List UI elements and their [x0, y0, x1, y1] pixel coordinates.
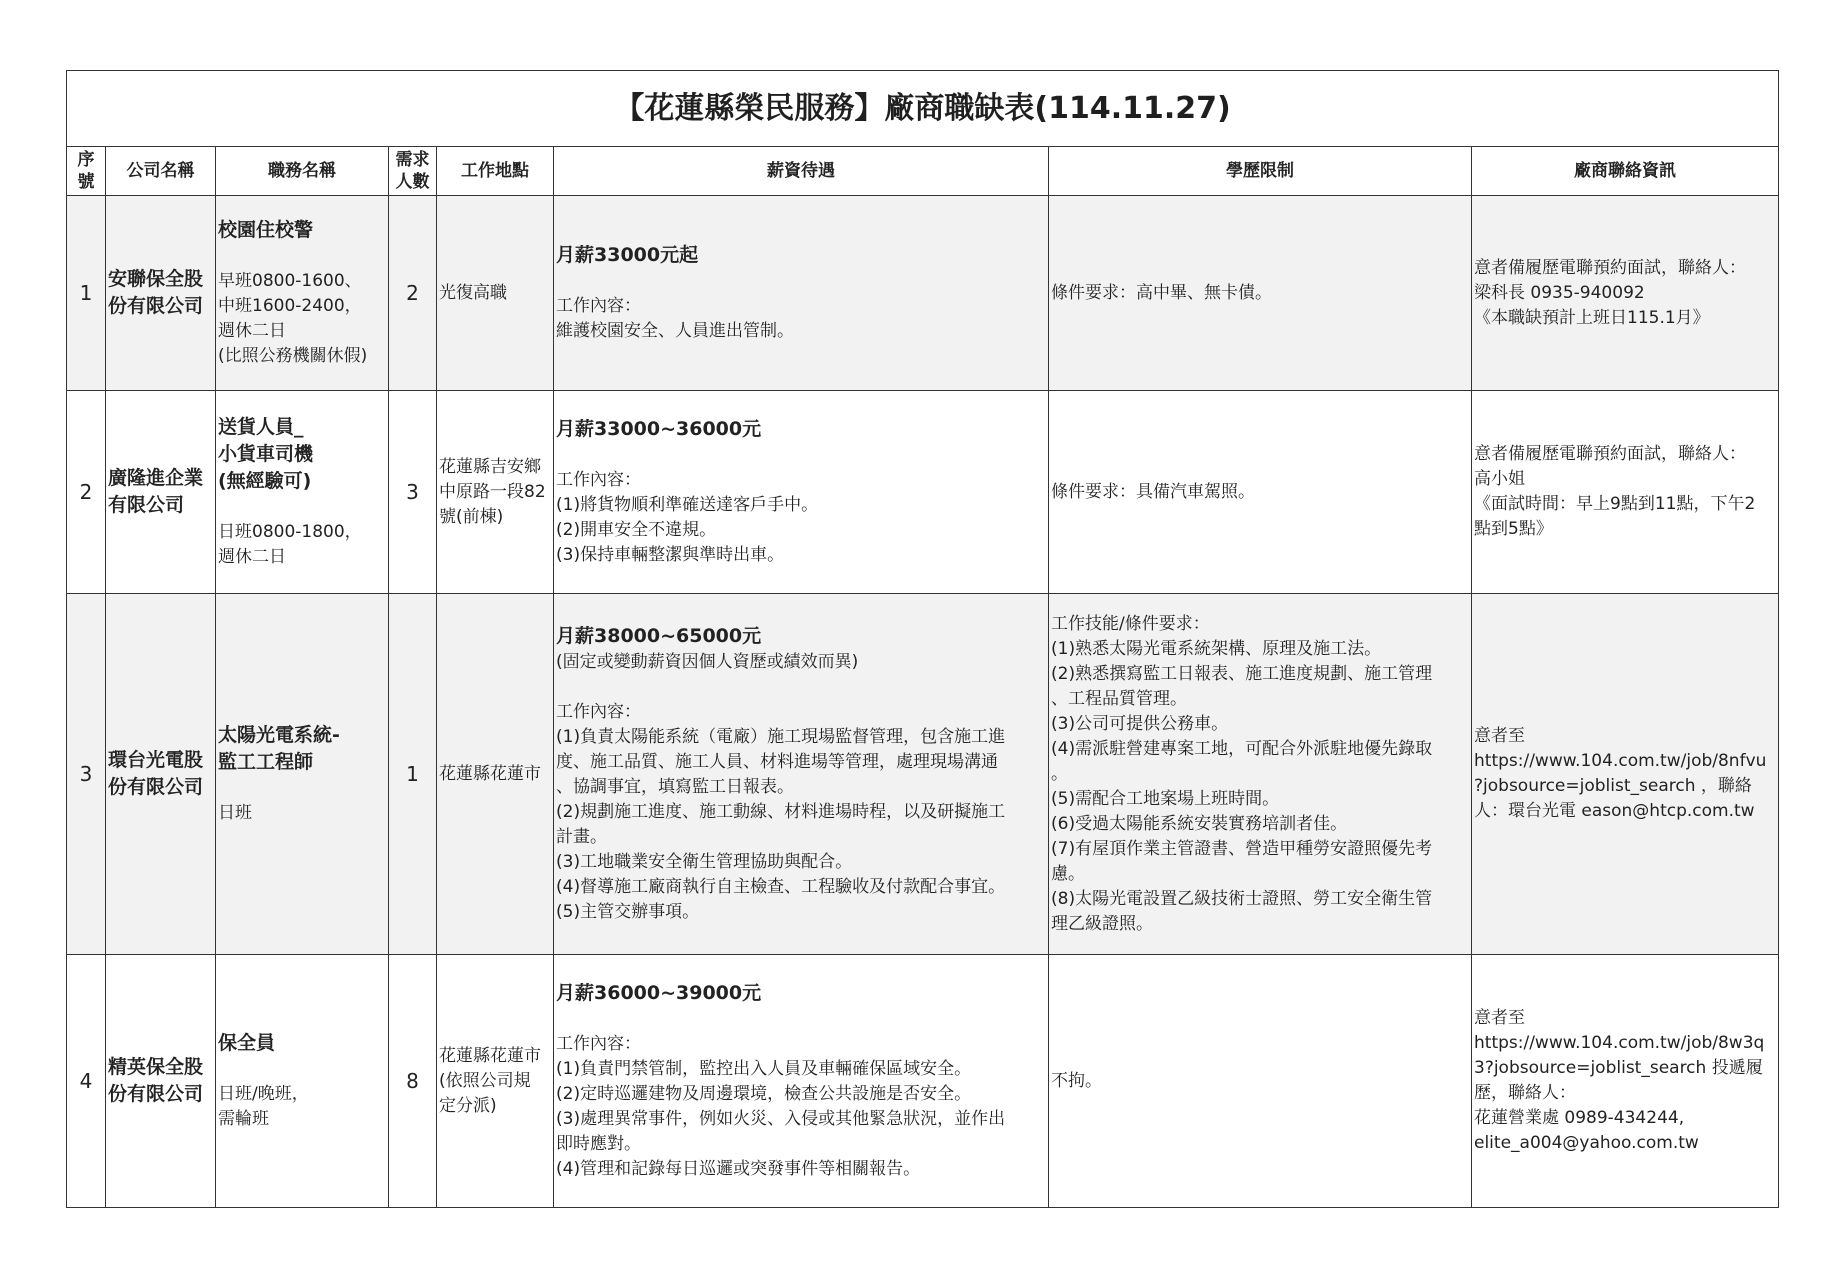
- row-salary: 月薪36000~39000元 工作內容： (1)負責門禁管制，監控出入人員及車輛確保區域安全。 (2)定時巡邏建物及周邊環境，檢查公共設施是否安全。 (3)處理異常事件，例如火災、入侵或其他緊急狀況，並作出 即時應對。 (4)管理和記錄每日巡邏或突發事件等相關報告。: [554, 955, 1049, 1208]
- row-seq: 3: [67, 594, 106, 955]
- row-job: 校園住校警 早班0800-1600、 中班1600-2400， 週休二日 (比照公務機關休假): [216, 196, 389, 391]
- row-contact: 意者至 https://www.104.com.tw/job/8w3q 3?jobsource=joblist_search 投遞履 歷，聯絡人： 花蓮營業處 0989-434244, elite_a004@yahoo.com.tw: [1472, 955, 1779, 1208]
- row-location: 花蓮縣花蓮市 (依照公司規 定分派): [437, 955, 554, 1208]
- row-contact: 意者備履歷電聯預約面試，聯絡人： 梁科長 0935-940092 《本職缺預計上班日115.1月》: [1472, 196, 1779, 391]
- title-rest: 廠商職缺表(114.11.27): [884, 90, 1231, 126]
- table-row: [67, 196, 1779, 391]
- row-count: 3: [389, 391, 437, 594]
- title-org: 花蓮縣榮民服務: [644, 90, 855, 126]
- title-right-bracket: 】: [854, 90, 885, 126]
- job-title: 保全員: [218, 1032, 276, 1054]
- salary-main: 月薪36000~39000元: [556, 982, 762, 1004]
- row-education: 不拘。: [1049, 955, 1472, 1208]
- table-title: [67, 71, 1779, 147]
- row-company: 廣隆進企業 有限公司: [106, 391, 216, 594]
- row-salary: 月薪38000~65000元 (固定或變動薪資因個人資歷或績效而異) 工作內容： (1)負責太陽能系統（電廠）施工現場監督管理，包含施工進 度、施工品質、施工人員、材料進場等管理，處理現場溝通 、協調事宜，填寫監工日報表。 (2)規劃施工進度、施工動線、材料進場時程，以及研擬施工 計畫。 (3)工地職業安全衛生管理協助與配合。 (4)督導施工廠商執行自主檢查、工程驗收及付款配合事宜。 (5)主管交辦事項。: [554, 594, 1049, 955]
- salary-main: 月薪38000~65000元: [556, 625, 762, 647]
- row-company: 安聯保全股 份有限公司: [106, 196, 216, 391]
- row-count: 2: [389, 196, 437, 391]
- row-job: 太陽光電系統- 監工工程師 日班: [216, 594, 389, 955]
- job-vacancy-table: [66, 70, 1779, 1208]
- job-link: https://www.104.com.tw/job/8nfvu: [1474, 751, 1767, 771]
- row-contact: 意者至 https://www.104.com.tw/job/8nfvu ?jobsource=joblist_search ，聯絡 人：環台光電 eason@htcp.com.tw: [1472, 594, 1779, 955]
- header-seq: 序 號: [67, 147, 106, 196]
- row-job: 保全員 日班/晚班， 需輪班: [216, 955, 389, 1208]
- table-row: [67, 594, 1779, 955]
- job-title: 校園住校警: [218, 219, 314, 241]
- row-contact: 意者備履歷電聯預約面試，聯絡人： 高小姐 《面試時間：早上9點到11點，下午2 點到5點》: [1472, 391, 1779, 594]
- row-job: 送貨人員_ 小貨車司機 (無經驗可) 日班0800-1800， 週休二日: [216, 391, 389, 594]
- row-company: 精英保全股 份有限公司: [106, 955, 216, 1208]
- table-row: [67, 391, 1779, 594]
- row-location: 光復高職: [437, 196, 554, 391]
- row-salary: 月薪33000元起 工作內容： 維護校園安全、人員進出管制。: [554, 196, 1049, 391]
- row-education: 條件要求：具備汽車駕照。: [1049, 391, 1472, 594]
- row-seq: 4: [67, 955, 106, 1208]
- row-count: 1: [389, 594, 437, 955]
- salary-main: 月薪33000~36000元: [556, 418, 762, 440]
- header-location: 工作地點: [437, 147, 554, 196]
- header-salary: 薪資待遇: [554, 147, 1049, 196]
- row-education: 工作技能/條件要求： (1)熟悉太陽光電系統架構、原理及施工法。 (2)熟悉撰寫監工日報表、施工進度規劃、施工管理 、工程品質管理。 (3)公司可提供公務車。 (4)需派駐營建專案工地，可配合外派駐地優先錄取 。 (5)需配合工地案場上班時間。 (6)受過太陽能系統安裝實務培訓者佳。 (7)有屋頂作業主管證書、營造甲種勞安證照優先考 慮。 (8)太陽光電設置乙級技術士證照、勞工安全衛生管 理乙級證照。: [1049, 594, 1472, 955]
- header-education: 學歷限制: [1049, 147, 1472, 196]
- header-count: 需求 人數: [389, 147, 437, 196]
- salary-note: (固定或變動薪資因個人資歷或績效而異): [556, 652, 859, 672]
- header-contact: 廠商聯絡資訊: [1472, 147, 1779, 196]
- row-seq: 1: [67, 196, 106, 391]
- row-location: 花蓮縣吉安鄉 中原路一段82 號(前棟): [437, 391, 554, 594]
- title-row: [67, 71, 1779, 147]
- header-row: [67, 147, 1779, 196]
- job-link: https://www.104.com.tw/job/8w3q: [1474, 1033, 1765, 1053]
- row-salary: 月薪33000~36000元 工作內容： (1)將貨物順利準確送達客戶手中。 (2)開車安全不違規。 (3)保持車輛整潔與準時出車。: [554, 391, 1049, 594]
- title-left-bracket: 【: [614, 90, 645, 126]
- table-row: [67, 955, 1779, 1208]
- salary-main: 月薪33000元起: [556, 244, 699, 266]
- header-job: 職務名稱: [216, 147, 389, 196]
- row-seq: 2: [67, 391, 106, 594]
- row-count: 8: [389, 955, 437, 1208]
- row-location: 花蓮縣花蓮市: [437, 594, 554, 955]
- row-company: 環台光電股 份有限公司: [106, 594, 216, 955]
- header-company: 公司名稱: [106, 147, 216, 196]
- row-education: 條件要求：高中畢、無卡債。: [1049, 196, 1472, 391]
